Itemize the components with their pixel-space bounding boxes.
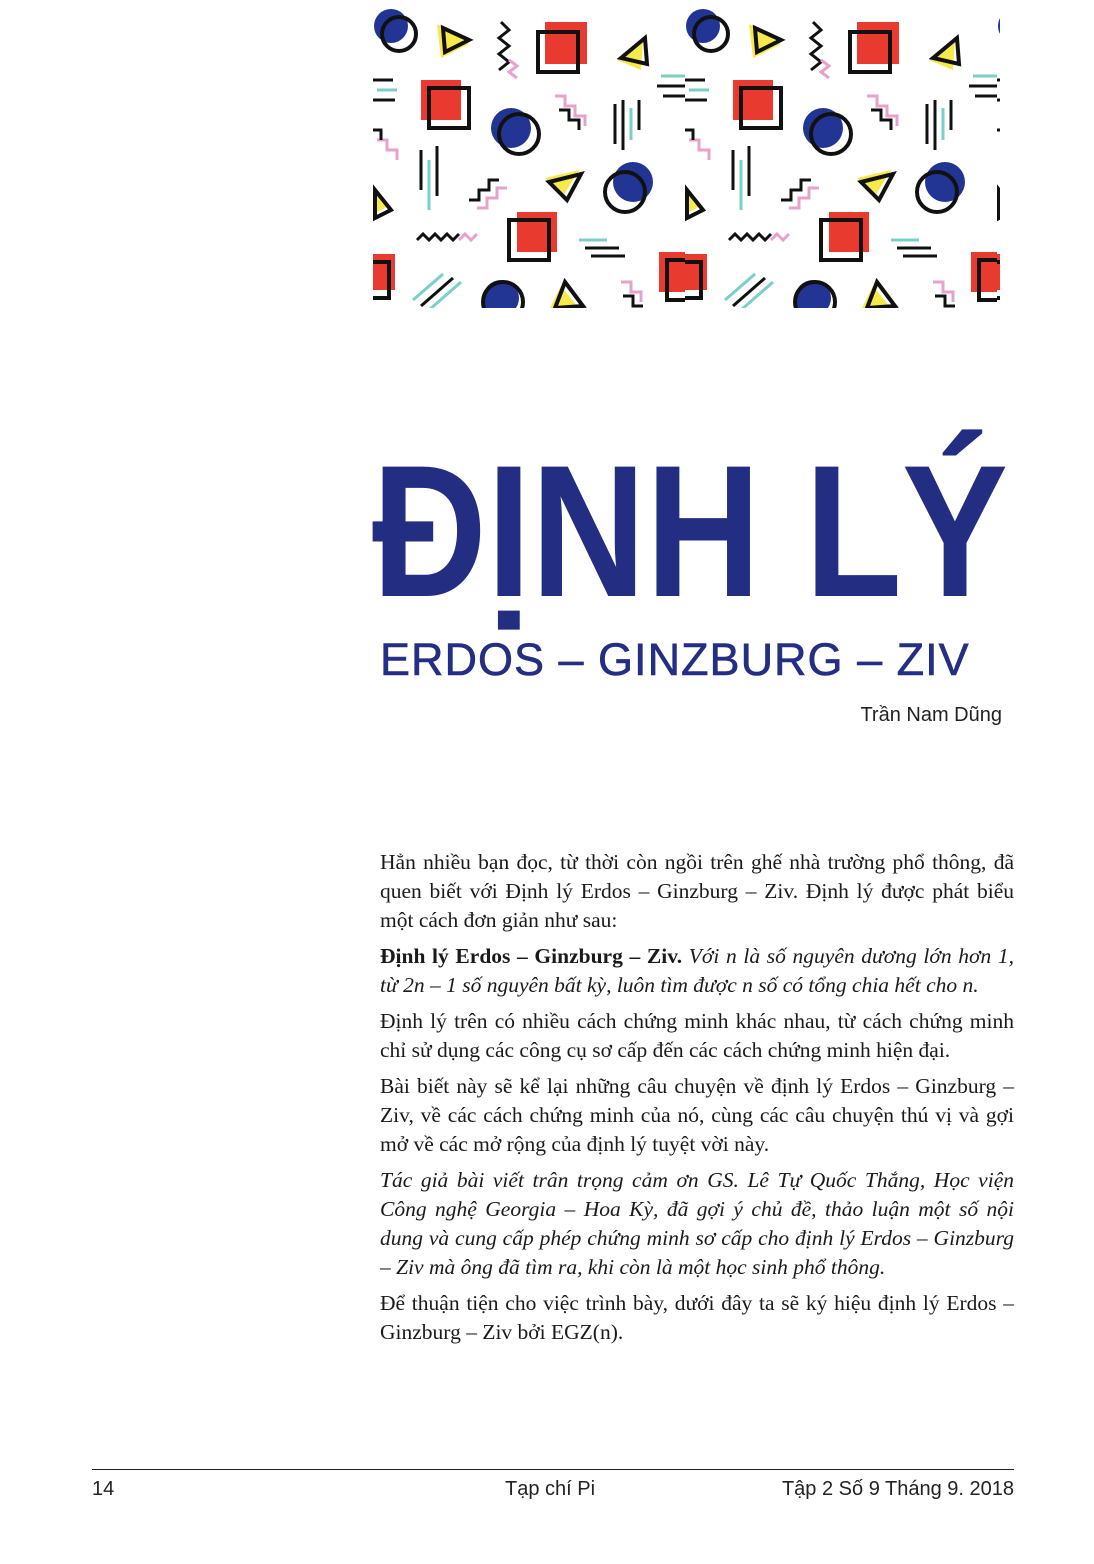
article-title — [366, 420, 1026, 636]
issue-info: Tập 2 Số 9 Tháng 9. 2018 — [781, 1478, 1014, 1500]
pattern-svg — [373, 0, 1000, 308]
theorem-text: Với n là số nguyên dương lớn hơn 1, từ 2n – 1 số nguyên bất kỳ, luôn tìm được n số có tổng chia hết cho n. — [380, 944, 1014, 997]
author-name: Trần Nam Dũng — [860, 704, 1002, 726]
footer-rule — [92, 1469, 1014, 1470]
theorem-statement — [380, 942, 1014, 1000]
journal-name: Tạp chí Pi — [505, 1478, 596, 1500]
article-body — [380, 848, 1014, 1354]
acknowledgement-paragraph: Tác giả bài viết trân trọng cảm ơn GS. Lê Tự Quốc Thắng, Học viện Công nghệ Georgia – Hoa Kỳ, đã gợi ý chủ đề, thảo luận một số nội dung và cung cấp phép chứng minh sơ cấp cho định lý Erdos – Ginzburg – Ziv mà ông đã tìm ra, khi còn là một học sinh phổ thông. — [380, 1168, 1014, 1279]
overview-paragraph: Bài biết này sẽ kể lại những câu chuyện về định lý Erdos – Ginzburg – Ziv, về các cách chứng minh của nó, cùng các câu chuyện thú vị và gợi mở về các mở rộng của định lý tuyệt vời này. — [380, 1074, 1014, 1156]
proofs-paragraph: Định lý trên có nhiều cách chứng minh khác nhau, từ cách chứng minh chỉ sử dụng các công cụ sơ cấp đến các cách chứng minh hiện đại. — [380, 1009, 1014, 1062]
notation-paragraph: Để thuận tiện cho việc trình bày, dưới đây ta sẽ ký hiệu định lý Erdos – Ginzburg – Ziv bởi EGZ(n). — [380, 1291, 1014, 1344]
title-main: ĐỊNH LÝ — [372, 426, 1008, 636]
article-subtitle: ERDOS – GINZBURG – ZIV — [380, 634, 970, 685]
title-svg — [366, 420, 1026, 636]
header-pattern-art — [373, 0, 1000, 308]
page-number: 14 — [92, 1478, 115, 1500]
intro-paragraph: Hẳn nhiều bạn đọc, từ thời còn ngồi trên ghế nhà trường phổ thông, đã quen biết với Định lý Erdos – Ginzburg – Ziv. Định lý được phát biểu một cách đơn giản như sau: — [380, 850, 1014, 932]
theorem-label: Định lý Erdos – Ginzburg – Ziv. — [380, 944, 683, 968]
